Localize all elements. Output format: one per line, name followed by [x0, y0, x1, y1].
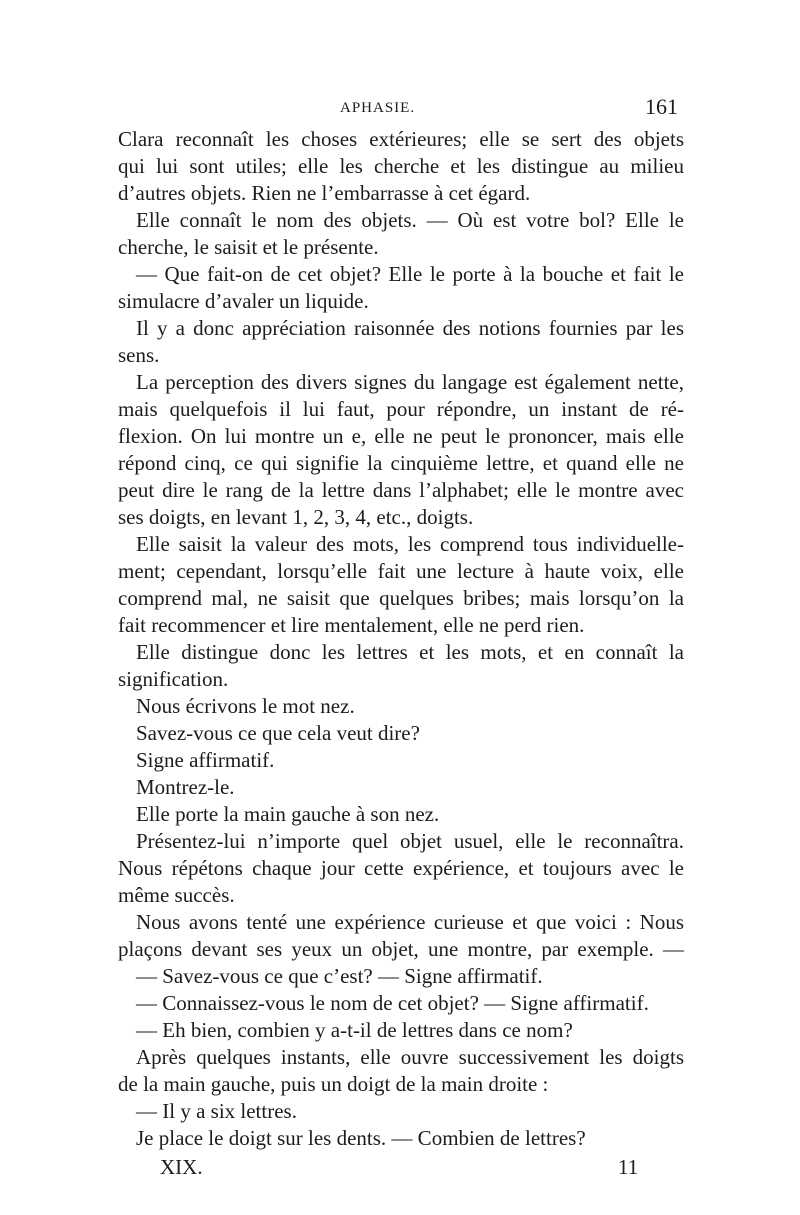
- text-line: Après quelques instants, elle ouvre successivement les doigts: [136, 1045, 684, 1069]
- text-line: comprend mal, ne saisit que quelques bribes; mais lorsqu’on la: [118, 586, 684, 610]
- text-line: Signe affirmatif.: [136, 748, 275, 772]
- text-line: Nous répétons chaque jour cette expérience, et toujours avec le: [118, 856, 684, 880]
- text-line: mais quelquefois il lui faut, pour répondre, un instant de ré-: [118, 397, 684, 421]
- text-line: répond cinq, ce qui signifie la cinquième lettre, et quand elle ne: [118, 451, 684, 475]
- text-line: Montrez-le.: [136, 775, 235, 799]
- text-line: flexion. On lui montre un e, elle ne peut le prononcer, mais elle: [118, 424, 684, 448]
- text-line: d’autres objets. Rien ne l’embarrasse à cet égard.: [118, 181, 531, 205]
- text-line: Je place le doigt sur les dents. — Combien de lettres?: [136, 1126, 586, 1150]
- text-line: Elle porte la main gauche à son nez.: [136, 802, 440, 826]
- text-line: plaçons devant ses yeux un objet, une montre, par exemple. —: [118, 937, 684, 961]
- signature-mark: XIX.: [160, 1155, 203, 1179]
- text-line: La perception des divers signes du langage est également nette,: [136, 370, 684, 394]
- text-line: Elle saisit la valeur des mots, les comprend tous individuelle-: [136, 532, 684, 556]
- text-line: Nous avons tenté une expérience curieuse et que voici : Nous: [136, 910, 684, 934]
- text-line: Il y a donc appréciation raisonnée des notions fournies par les: [136, 316, 684, 340]
- folio-number: 11: [618, 1155, 639, 1179]
- page-number: 161: [645, 94, 678, 119]
- text-line: cherche, le saisit et le présente.: [118, 235, 379, 259]
- text-line: — Il y a six lettres.: [136, 1099, 297, 1123]
- text-line: — Savez-vous ce que c’est? — Signe affirmatif.: [136, 964, 543, 988]
- text-line: — Eh bien, combien y a-t-il de lettres dans ce nom?: [136, 1018, 573, 1042]
- running-title: APHASIE.: [340, 100, 416, 116]
- text-line: Nous écrivons le mot nez.: [136, 694, 355, 718]
- text-line: Clara reconnaît les choses extérieures; elle se sert des objets: [118, 127, 684, 151]
- text-line: simulacre d’avaler un liquide.: [118, 289, 369, 313]
- text-line: ment; cependant, lorsqu’elle fait une lecture à haute voix, elle: [118, 559, 684, 583]
- text-line: — Connaissez-vous le nom de cet objet? — Signe affirmatif.: [136, 991, 649, 1015]
- text-line: Elle distingue donc les lettres et les mots, et en connaît la: [136, 640, 684, 664]
- text-line: Elle connaît le nom des objets. — Où est votre bol? Elle le: [136, 208, 684, 232]
- text-line: qui lui sont utiles; elle les cherche et les distingue au milieu: [118, 154, 684, 178]
- text-line: peut dire le rang de la lettre dans l’alphabet; elle le montre avec: [118, 478, 684, 502]
- text-line: Présentez-lui n’importe quel objet usuel, elle le reconnaîtra.: [136, 829, 684, 853]
- text-line: de la main gauche, puis un doigt de la main droite :: [118, 1072, 549, 1096]
- text-line: signification.: [118, 667, 229, 691]
- text-line: Savez-vous ce que cela veut dire?: [136, 721, 420, 745]
- text-line: ses doigts, en levant 1, 2, 3, 4, etc., doigts.: [118, 505, 474, 529]
- text-line: sens.: [118, 343, 160, 367]
- text-line: même succès.: [118, 883, 235, 907]
- text-line: fait recommencer et lire mentalement, elle ne perd rien.: [118, 613, 585, 637]
- text-line: — Que fait-on de cet objet? Elle le porte à la bouche et fait le: [136, 262, 684, 286]
